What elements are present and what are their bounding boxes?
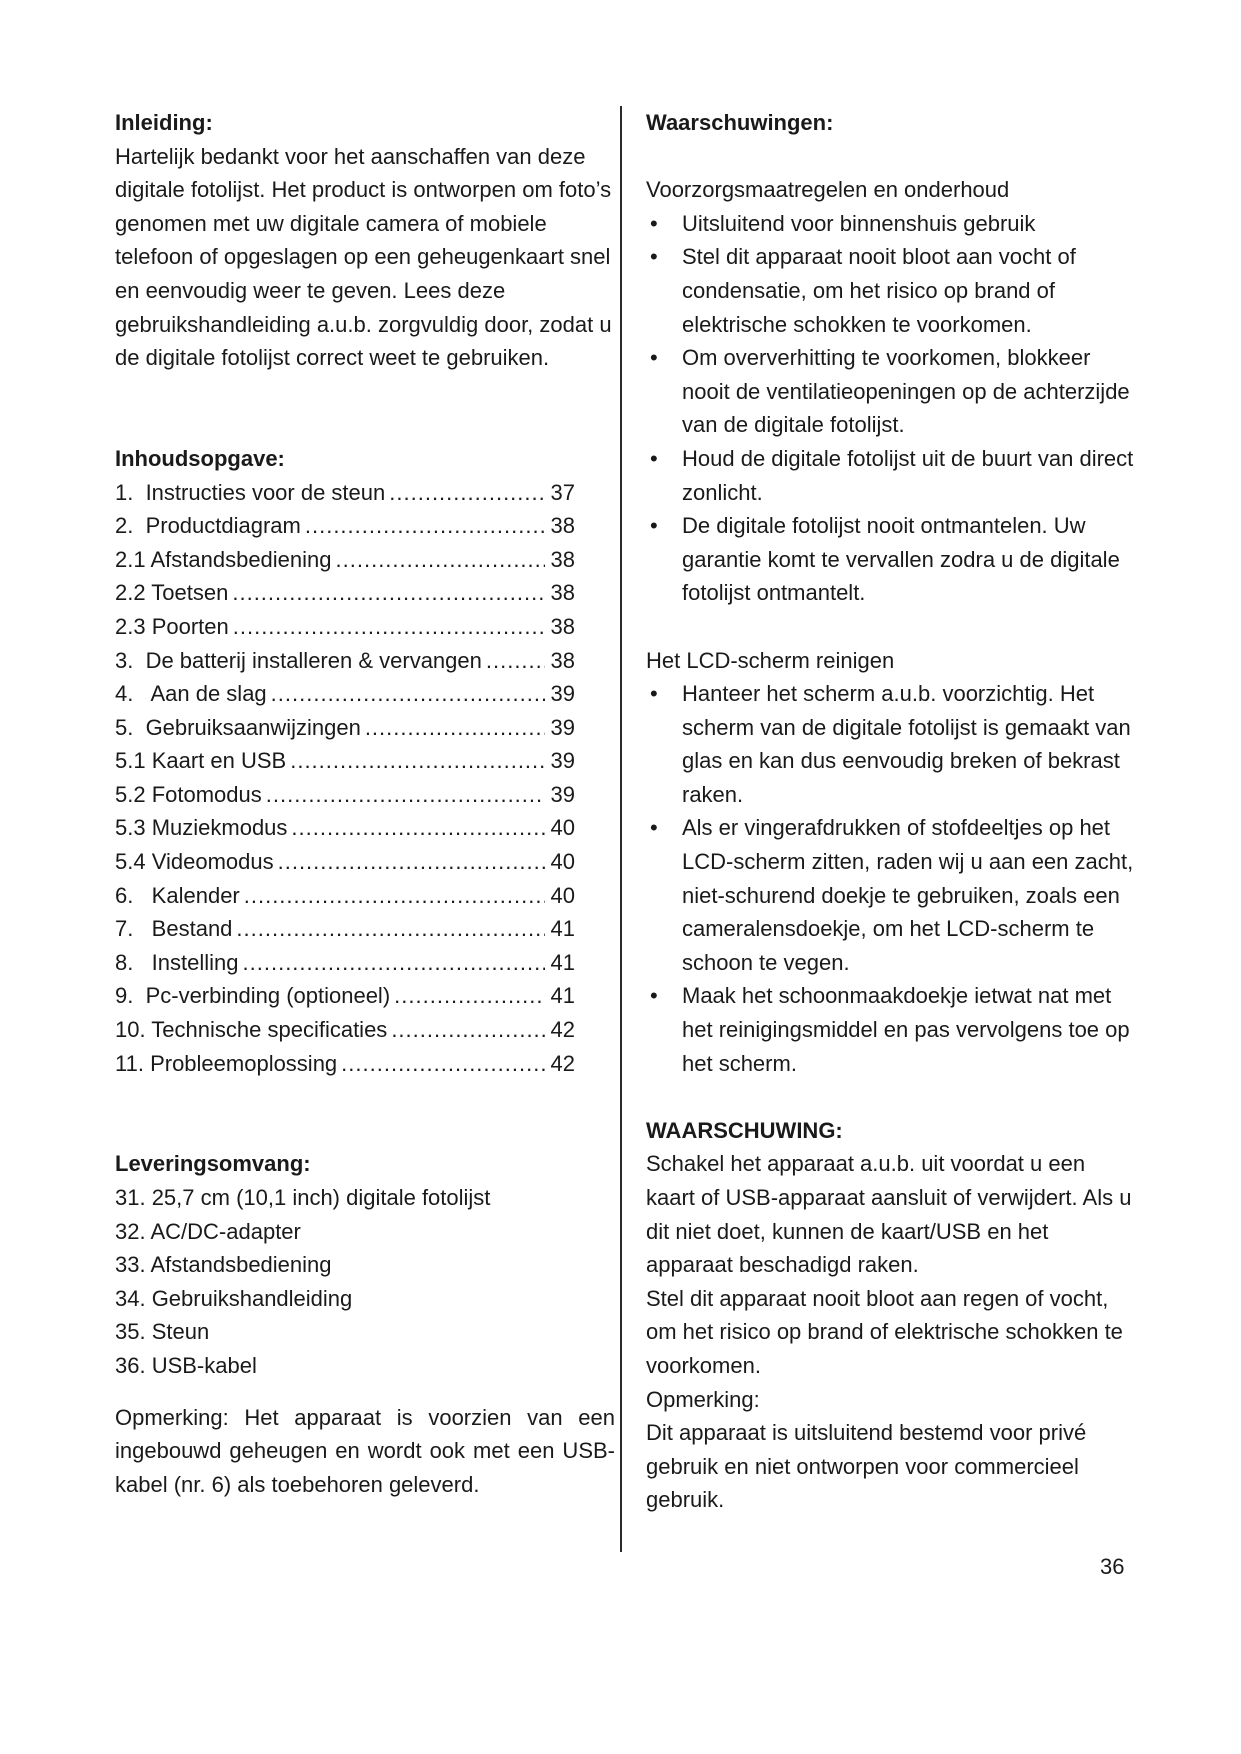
toc-leader-dots — [236, 912, 545, 946]
toc-entry — [115, 744, 575, 778]
toc-entry-label: 5. Gebruiksaanwijzingen — [115, 714, 361, 740]
toc-entry — [115, 711, 575, 745]
cleaning-item: • Maak het schoonmaakdoekje ietwat nat met het reinigingsmiddel en pas vervolgens toe op het scherm. — [646, 979, 1136, 1080]
warnings-heading: Waarschuwingen: — [646, 110, 834, 135]
toc-leader-dots — [244, 879, 545, 913]
toc-entry-page: 41 — [550, 916, 575, 942]
delivery-item: 35. Steun — [115, 1319, 210, 1345]
toc-entry-page: 38 — [550, 546, 575, 572]
toc-entry-page: 40 — [550, 882, 575, 908]
toc-entry — [115, 979, 575, 1013]
toc-entry-page: 39 — [550, 781, 575, 807]
toc-entry-label: 11. Probleemoplossing — [115, 1050, 338, 1076]
column-divider — [620, 106, 622, 1552]
toc-entry-page: 40 — [550, 815, 575, 841]
toc-leader-dots — [394, 979, 545, 1013]
toc-entry — [115, 543, 575, 577]
toc-entry — [115, 778, 575, 812]
toc-entry-label: 1. Instructies voor de steun — [115, 479, 386, 505]
precautions-title: Voorzorgsmaatregelen en onderhoud — [646, 177, 1010, 203]
toc-leader-dots — [266, 778, 545, 812]
toc-entry-label: 5.1 Kaart en USB — [115, 748, 287, 774]
toc-entry-page: 40 — [550, 849, 575, 875]
toc-entry — [115, 1047, 575, 1081]
warning-heading: WAARSCHUWING: — [646, 1117, 843, 1143]
toc-entry-label: 3. De batterij installeren & vervangen — [115, 647, 482, 673]
intro-heading: Inleiding: — [115, 110, 213, 135]
cleaning-item: • Als er vingerafdrukken of stofdeeltjes op het LCD-scherm zitten, raden wij u aan een zacht, niet-schurend doekje te gebruiken, zoals een cameralensdoekje, om het LCD-scherm te schoon te vegen. — [646, 811, 1136, 979]
toc-entry-label: 2.2 Toetsen — [115, 580, 229, 606]
precaution-item: • De digitale fotolijst nooit ontmantelen. Uw garantie komt te vervallen zodra u de digitale fotolijst ontmantelt. — [646, 509, 1136, 610]
toc-entry-page: 38 — [550, 580, 575, 606]
toc-entry-label: 2. Productdiagram — [115, 513, 301, 539]
toc-leader-dots — [243, 946, 545, 980]
toc-entry — [115, 677, 575, 711]
toc-entry-page: 39 — [550, 681, 575, 707]
toc-entry-label: 6. Kalender — [115, 882, 240, 908]
toc-entry-label: 4. Aan de slag — [115, 681, 267, 707]
toc-entry — [115, 576, 575, 610]
toc-entry-page: 39 — [550, 714, 575, 740]
toc-leader-dots — [389, 476, 545, 510]
table-of-contents — [115, 476, 615, 1081]
delivery-item: 33. Afstandsbediening — [115, 1252, 332, 1278]
toc-entry-label: 5.2 Fotomodus — [115, 781, 262, 807]
toc-leader-dots — [365, 711, 545, 745]
precaution-item: • Stel dit apparaat nooit bloot aan vocht of condensatie, om het risico op brand of elektrische schokken te voorkomen. — [646, 240, 1136, 341]
toc-leader-dots — [341, 1047, 545, 1081]
toc-entry-page: 41 — [550, 983, 575, 1009]
right-column — [646, 106, 1136, 1517]
toc-entry — [115, 476, 575, 510]
toc-entry-label: 7. Bestand — [115, 916, 233, 942]
toc-entry — [115, 879, 575, 913]
delivery-item: 34. Gebruikshandleiding — [115, 1285, 353, 1311]
intro-text: Hartelijk bedankt voor het aanschaffen van deze digitale fotolijst. Het product is ontworpen om foto’s genomen met uw digitale camera of mobiele telefoon of opgeslagen op een geheugenkaart snel en eenvoudig weer te geven. Lees deze gebruikshandleiding a.u.b. zorgvuldig door, zodat u de digitale fotolijst correct weet te gebruiken. — [115, 143, 612, 371]
toc-entry-label: 2.3 Poorten — [115, 613, 229, 639]
toc-entry — [115, 1013, 575, 1047]
precaution-item: • Om oververhitting te voorkomen, blokkeer nooit de ventilatieopeningen op de achterzijde van de digitale fotolijst. — [646, 341, 1136, 442]
toc-leader-dots — [391, 1013, 545, 1047]
toc-entry-label: 5.3 Muziekmodus — [115, 815, 288, 841]
toc-entry-page: 42 — [550, 1017, 575, 1043]
toc-leader-dots — [233, 610, 545, 644]
toc-leader-dots — [232, 576, 545, 610]
left-note: Opmerking: Het apparaat is voorzien van een ingebouwd geheugen en wordt ook met een USB-kabel (nr. 6) als toebehoren geleverd. — [115, 1404, 615, 1497]
toc-entry-label: 5.4 Videomodus — [115, 849, 274, 875]
precautions-list — [646, 207, 1136, 610]
toc-entry-label: 10. Technische specificaties — [115, 1017, 388, 1043]
toc-leader-dots — [336, 543, 545, 577]
cleaning-title: Het LCD-scherm reinigen — [646, 647, 895, 673]
toc-entry-page: 38 — [550, 647, 575, 673]
toc-entry-label: 8. Instelling — [115, 949, 239, 975]
precaution-item: • Houd de digitale fotolijst uit de buurt van direct zonlicht. — [646, 442, 1136, 509]
toc-entry — [115, 610, 575, 644]
right-note-text: Dit apparaat is uitsluitend bestemd voor privé gebruik en niet ontworpen voor commercieel gebruik. — [646, 1420, 1087, 1513]
delivery-item: 36. USB-kabel — [115, 1352, 257, 1378]
toc-entry-page: 41 — [550, 949, 575, 975]
toc-leader-dots — [486, 644, 545, 678]
toc-leader-dots — [290, 744, 545, 778]
toc-leader-dots — [305, 509, 545, 543]
toc-entry — [115, 811, 575, 845]
warning-paragraph-2: Stel dit apparaat nooit bloot aan regen of vocht, om het risico op brand of elektrische schokken te voorkomen. — [646, 1285, 1123, 1378]
delivery-item: 31. 25,7 cm (10,1 inch) digitale fotolijst — [115, 1185, 491, 1210]
precaution-item: • Uitsluitend voor binnenshuis gebruik — [646, 207, 1136, 241]
warning-paragraph-1: Schakel het apparaat a.u.b. uit voordat u een kaart of USB-apparaat aansluit of verwijdert. Als u dit niet doet, kunnen de kaart/USB en het apparaat beschadigd raken. — [646, 1151, 1132, 1278]
toc-entry-page: 38 — [550, 613, 575, 639]
cleaning-item: • Hanteer het scherm a.u.b. voorzichtig. Het scherm van de digitale fotolijst is gemaakt van glas en kan dus eenvoudig breken of bekrast raken. — [646, 677, 1136, 811]
left-column — [115, 106, 615, 1501]
toc-leader-dots — [291, 811, 545, 845]
toc-entry — [115, 845, 575, 879]
toc-entry-label: 2.1 Afstandsbediening — [115, 546, 332, 572]
toc-heading: Inhoudsopgave: — [115, 445, 285, 471]
toc-entry — [115, 946, 575, 980]
toc-entry-page: 39 — [550, 748, 575, 774]
toc-entry-page: 42 — [550, 1050, 575, 1076]
toc-entry-label: 9. Pc-verbinding (optioneel) — [115, 983, 391, 1009]
delivery-list — [115, 1181, 615, 1383]
toc-entry — [115, 644, 575, 678]
toc-leader-dots — [278, 845, 545, 879]
toc-entry-page: 38 — [550, 513, 575, 539]
page-number: 36 — [1100, 1554, 1125, 1579]
right-note-label: Opmerking: — [646, 1386, 760, 1412]
toc-entry — [115, 509, 575, 543]
toc-entry-page: 37 — [550, 479, 575, 505]
toc-leader-dots — [271, 677, 545, 711]
delivery-heading: Leveringsomvang: — [115, 1151, 311, 1177]
delivery-item: 32. AC/DC-adapter — [115, 1218, 301, 1244]
cleaning-list — [646, 677, 1136, 1080]
toc-entry — [115, 912, 575, 946]
